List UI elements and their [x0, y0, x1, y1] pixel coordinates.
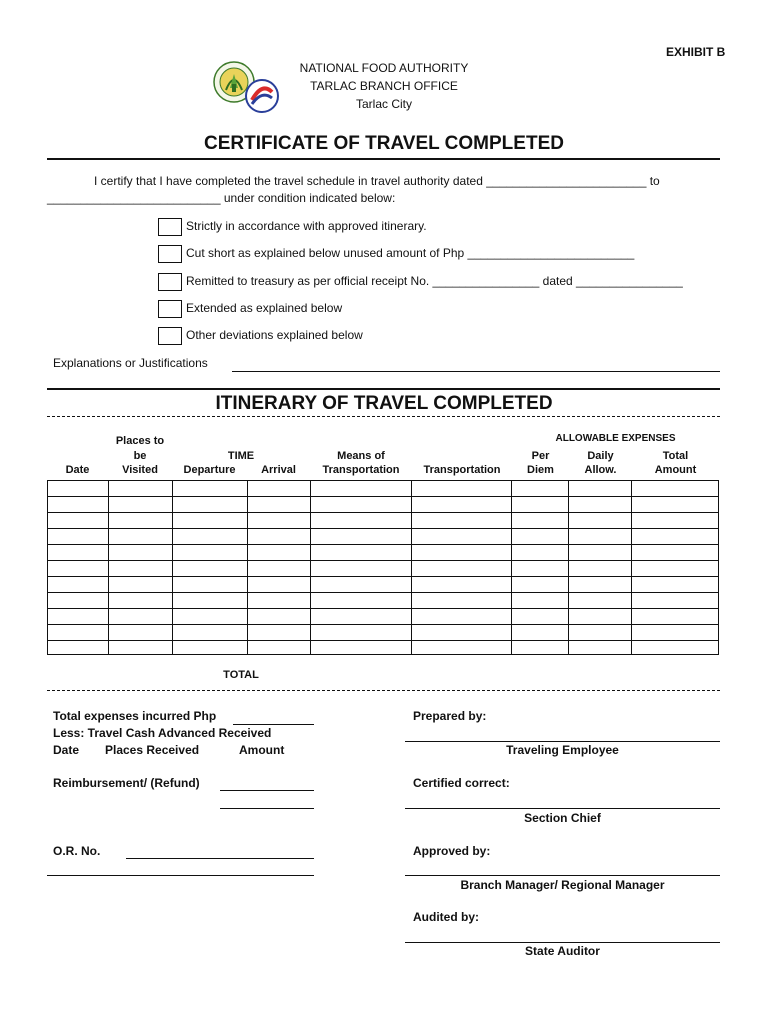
table-cell[interactable]	[412, 641, 512, 655]
option-checkbox-1[interactable]	[158, 218, 182, 236]
table-cell[interactable]	[412, 545, 512, 561]
table-row	[48, 497, 719, 513]
table-cell[interactable]	[108, 609, 172, 625]
title-rule	[47, 158, 720, 160]
nfa-logo-icon	[244, 78, 280, 114]
itinerary-table	[47, 480, 719, 655]
table-cell[interactable]	[247, 609, 310, 625]
col-places-2: be	[133, 450, 147, 462]
audited-by-label: Audited by:	[413, 910, 479, 924]
table-row	[48, 577, 719, 593]
table-row	[48, 513, 719, 529]
table-cell[interactable]	[310, 513, 412, 529]
table-cell[interactable]	[172, 609, 247, 625]
table-cell[interactable]	[412, 529, 512, 545]
dashed-rule-bottom	[47, 690, 720, 691]
table-cell[interactable]	[512, 593, 569, 609]
table-row	[48, 625, 719, 641]
table-cell[interactable]	[108, 593, 172, 609]
col-means-2: Transportation	[322, 464, 400, 476]
table-cell[interactable]	[172, 593, 247, 609]
col-date: Date	[65, 464, 90, 476]
option-checkbox-4[interactable]	[158, 300, 182, 318]
table-cell[interactable]	[512, 513, 569, 529]
table-cell[interactable]	[632, 561, 719, 577]
col-places-1: Places to	[115, 435, 165, 447]
table-cell[interactable]	[48, 545, 109, 561]
table-cell[interactable]	[569, 481, 632, 497]
table-cell[interactable]	[512, 545, 569, 561]
page-title: CERTIFICATE OF TRAVEL COMPLETED	[204, 133, 564, 154]
table-cell[interactable]	[632, 609, 719, 625]
col-per-1: Per	[531, 450, 550, 462]
traveling-employee-signature[interactable]	[405, 741, 720, 742]
table-cell[interactable]	[310, 593, 412, 609]
table-cell[interactable]	[512, 577, 569, 593]
certify-line-2: __________________________ under condition indicated below:	[47, 191, 396, 205]
table-cell[interactable]	[247, 497, 310, 513]
table-row	[48, 593, 719, 609]
table-cell[interactable]	[310, 497, 412, 513]
col-allowable: ALLOWABLE EXPENSES	[555, 433, 676, 444]
itinerary-title: ITINERARY OF TRAVEL COMPLETED	[215, 393, 553, 414]
table-cell[interactable]	[632, 529, 719, 545]
table-cell[interactable]	[412, 577, 512, 593]
table-cell[interactable]	[569, 497, 632, 513]
col-places-3: Visited	[122, 464, 158, 476]
col-arrival: Arrival	[261, 464, 296, 476]
table-cell[interactable]	[569, 625, 632, 641]
table-cell[interactable]	[108, 513, 172, 529]
amount-label: Amount	[239, 743, 285, 757]
table-cell[interactable]	[108, 577, 172, 593]
certify-line-1: I certify that I have completed the travel schedule in travel authority dated ________________________ to	[94, 174, 660, 188]
table-cell[interactable]	[632, 625, 719, 641]
table-cell[interactable]	[172, 545, 247, 561]
places-received-label: Places Received	[105, 743, 200, 757]
table-cell[interactable]	[48, 497, 109, 513]
table-row	[48, 481, 719, 497]
option-label-2: Cut short as explained below unused amount of Php _________________________	[186, 246, 635, 260]
col-departure: Departure	[183, 464, 236, 476]
table-cell[interactable]	[512, 497, 569, 513]
table-cell[interactable]	[247, 545, 310, 561]
table-cell[interactable]	[247, 577, 310, 593]
table-cell[interactable]	[310, 609, 412, 625]
total-expenses-field[interactable]	[233, 724, 314, 725]
explanations-field[interactable]	[232, 371, 720, 372]
table-cell[interactable]	[569, 577, 632, 593]
col-means-1: Means of	[337, 450, 385, 462]
table-cell[interactable]	[512, 625, 569, 641]
table-cell[interactable]	[569, 609, 632, 625]
table-cell[interactable]	[108, 561, 172, 577]
logos	[210, 60, 282, 114]
table-cell[interactable]	[412, 561, 512, 577]
table-cell[interactable]	[108, 529, 172, 545]
table-total-label: TOTAL	[223, 669, 259, 681]
table-cell[interactable]	[108, 481, 172, 497]
table-cell[interactable]	[512, 481, 569, 497]
branch-manager-label: Branch Manager/ Regional Manager	[460, 878, 665, 892]
table-cell[interactable]	[310, 641, 412, 655]
dashed-rule-top	[47, 416, 720, 417]
state-auditor-label: State Auditor	[525, 944, 600, 958]
option-checkbox-3[interactable]	[158, 273, 182, 291]
col-total-1: Total	[662, 450, 689, 462]
table-cell[interactable]	[172, 561, 247, 577]
reimbursement-field-2[interactable]	[220, 808, 314, 809]
table-cell[interactable]	[310, 481, 412, 497]
table-cell[interactable]	[310, 545, 412, 561]
option-label-3: Remitted to treasury as per official receipt No. ________________ dated ________________	[186, 274, 683, 288]
table-row	[48, 609, 719, 625]
or-no-label: O.R. No.	[53, 844, 101, 858]
table-cell[interactable]	[48, 577, 109, 593]
table-cell[interactable]	[412, 625, 512, 641]
table-cell[interactable]	[632, 513, 719, 529]
option-checkbox-5[interactable]	[158, 327, 182, 345]
table-cell[interactable]	[310, 625, 412, 641]
option-label-4: Extended as explained below	[186, 301, 343, 315]
table-cell[interactable]	[48, 609, 109, 625]
option-label-1: Strictly in accordance with approved itinerary.	[186, 219, 427, 233]
col-time: TIME	[227, 450, 255, 462]
table-cell[interactable]	[172, 577, 247, 593]
table-cell[interactable]	[48, 481, 109, 497]
table-cell[interactable]	[172, 513, 247, 529]
table-cell[interactable]	[632, 545, 719, 561]
table-cell[interactable]	[310, 577, 412, 593]
table-cell[interactable]	[247, 641, 310, 655]
exhibit-label: EXHIBIT B	[666, 45, 726, 59]
table-cell[interactable]	[247, 529, 310, 545]
or-no-rule	[47, 875, 314, 876]
table-cell[interactable]	[172, 529, 247, 545]
date-label: Date	[53, 743, 80, 757]
table-cell[interactable]	[412, 497, 512, 513]
less-label: Less: Travel Cash Advanced Received	[53, 726, 272, 740]
table-cell[interactable]	[412, 481, 512, 497]
reimbursement-label: Reimbursement/ (Refund)	[53, 776, 200, 790]
table-cell[interactable]	[569, 593, 632, 609]
org-name: NATIONAL FOOD AUTHORITY	[299, 61, 469, 75]
table-cell[interactable]	[512, 529, 569, 545]
table-row	[48, 545, 719, 561]
table-cell[interactable]	[172, 641, 247, 655]
reimbursement-field[interactable]	[220, 790, 314, 791]
table-cell[interactable]	[632, 577, 719, 593]
table-cell[interactable]	[412, 609, 512, 625]
table-cell[interactable]	[48, 529, 109, 545]
table-cell[interactable]	[512, 641, 569, 655]
table-row	[48, 529, 719, 545]
table-cell[interactable]	[172, 481, 247, 497]
state-auditor-signature[interactable]	[405, 942, 720, 943]
table-cell[interactable]	[247, 625, 310, 641]
table-cell[interactable]	[569, 513, 632, 529]
col-daily-2: Allow.	[584, 464, 617, 476]
table-cell[interactable]	[48, 561, 109, 577]
prepared-by-label: Prepared by:	[413, 709, 487, 723]
table-cell[interactable]	[247, 481, 310, 497]
or-no-field[interactable]	[126, 858, 314, 859]
table-cell[interactable]	[569, 545, 632, 561]
col-daily-1: Daily	[587, 450, 614, 462]
col-total-2: Amount	[654, 464, 697, 476]
branch-manager-signature[interactable]	[405, 875, 720, 876]
table-cell[interactable]	[569, 529, 632, 545]
table-row	[48, 641, 719, 655]
table-cell[interactable]	[412, 593, 512, 609]
table-cell[interactable]	[632, 497, 719, 513]
table-cell[interactable]	[632, 593, 719, 609]
table-cell[interactable]	[632, 641, 719, 655]
table-cell[interactable]	[48, 513, 109, 529]
table-cell[interactable]	[310, 561, 412, 577]
table-cell[interactable]	[108, 545, 172, 561]
table-cell[interactable]	[48, 625, 109, 641]
branch-name: TARLAC BRANCH OFFICE	[310, 79, 458, 93]
table-row	[48, 561, 719, 577]
option-label-5: Other deviations explained below	[186, 328, 363, 342]
section-chief-signature[interactable]	[405, 808, 720, 809]
table-cell[interactable]	[247, 513, 310, 529]
table-cell[interactable]	[172, 497, 247, 513]
table-cell[interactable]	[247, 561, 310, 577]
table-cell[interactable]	[310, 529, 412, 545]
approved-by-label: Approved by:	[413, 844, 491, 858]
certified-correct-label: Certified correct:	[413, 776, 510, 790]
col-per-2: Diem	[527, 464, 554, 476]
section-rule	[47, 388, 720, 390]
section-chief-label: Section Chief	[524, 811, 601, 825]
table-cell[interactable]	[48, 593, 109, 609]
table-cell[interactable]	[569, 561, 632, 577]
table-cell[interactable]	[569, 641, 632, 655]
option-checkbox-2[interactable]	[158, 245, 182, 263]
table-cell[interactable]	[108, 641, 172, 655]
traveling-employee-label: Traveling Employee	[506, 743, 619, 757]
total-expenses-label: Total expenses incurred Php	[53, 709, 217, 723]
table-cell[interactable]	[247, 593, 310, 609]
table-cell[interactable]	[412, 513, 512, 529]
table-cell[interactable]	[48, 641, 109, 655]
table-cell[interactable]	[108, 625, 172, 641]
table-cell[interactable]	[108, 497, 172, 513]
explanations-label: Explanations or Justifications	[53, 356, 208, 370]
table-cell[interactable]	[512, 561, 569, 577]
table-cell[interactable]	[632, 481, 719, 497]
table-cell[interactable]	[172, 625, 247, 641]
col-transportation: Transportation	[423, 464, 501, 476]
city-name: Tarlac City	[355, 97, 412, 111]
table-cell[interactable]	[512, 609, 569, 625]
